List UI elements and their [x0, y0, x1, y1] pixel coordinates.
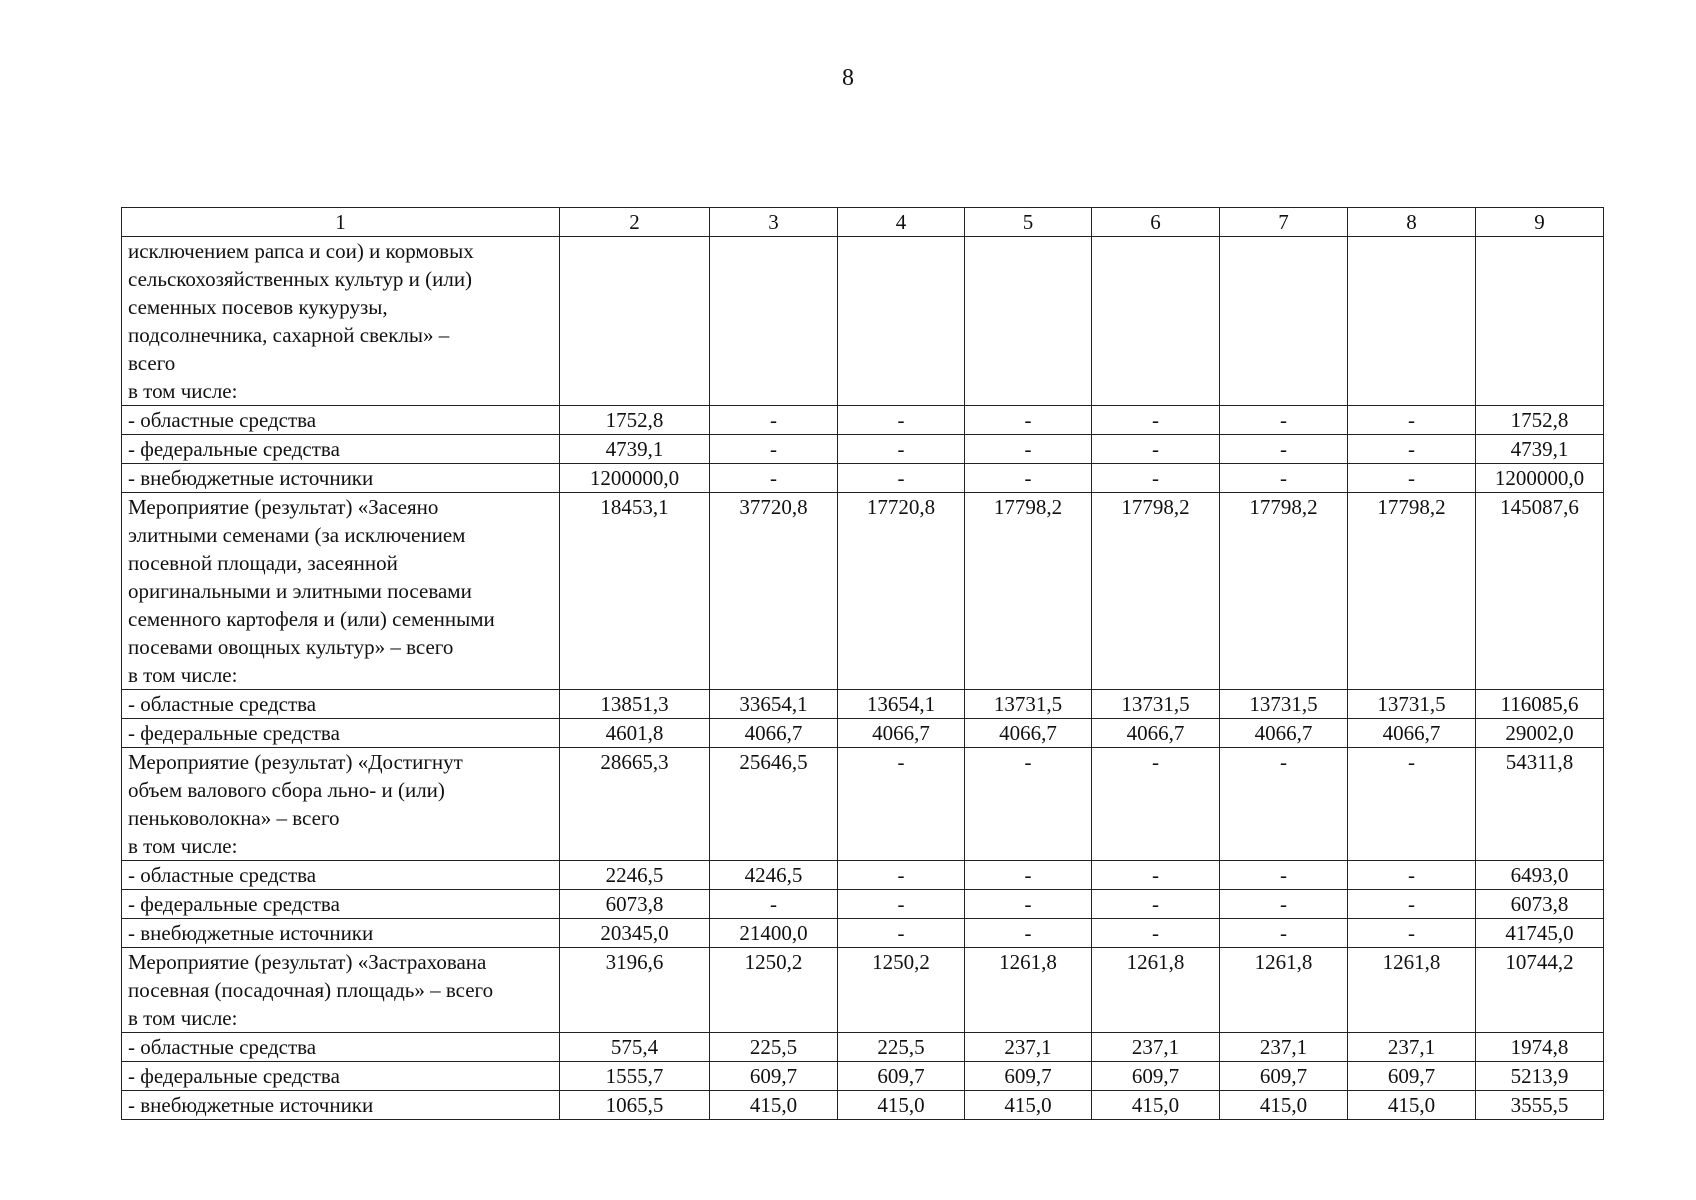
- value-cell: 13731,5: [1220, 690, 1348, 719]
- value-cell: 116085,6: [1476, 690, 1604, 719]
- value-cell: 237,1: [1348, 1033, 1476, 1062]
- value-cell: [838, 237, 965, 406]
- column-header: 2: [560, 208, 710, 237]
- value-cell: 4066,7: [1092, 719, 1220, 748]
- value-cell: 609,7: [1348, 1062, 1476, 1091]
- value-cell: 17798,2: [1092, 493, 1220, 690]
- value-cell: 225,5: [710, 1033, 838, 1062]
- value-cell: 13731,5: [1348, 690, 1476, 719]
- funding-source-row: [122, 861, 1604, 890]
- value-cell: [1348, 237, 1476, 406]
- value-cell: 1974,8: [1476, 1033, 1604, 1062]
- value-cell: -: [838, 861, 965, 890]
- column-header: 3: [710, 208, 838, 237]
- value-cell: 13731,5: [965, 690, 1092, 719]
- value-cell: -: [1092, 748, 1220, 861]
- budget-table: [121, 207, 1604, 1120]
- funding-source-row: [122, 435, 1604, 464]
- value-cell: 237,1: [965, 1033, 1092, 1062]
- value-cell: 575,4: [560, 1033, 710, 1062]
- activity-row: [122, 948, 1604, 1033]
- value-cell: -: [965, 861, 1092, 890]
- value-cell: 13654,1: [838, 690, 965, 719]
- value-cell: -: [838, 406, 965, 435]
- value-cell: -: [1092, 890, 1220, 919]
- value-cell: 609,7: [965, 1062, 1092, 1091]
- value-cell: -: [1348, 861, 1476, 890]
- value-cell: 1555,7: [560, 1062, 710, 1091]
- value-cell: 1261,8: [1348, 948, 1476, 1033]
- value-cell: -: [965, 464, 1092, 493]
- value-cell: 609,7: [1220, 1062, 1348, 1091]
- value-cell: 1200000,0: [560, 464, 710, 493]
- value-cell: -: [1092, 464, 1220, 493]
- value-cell: 37720,8: [710, 493, 838, 690]
- funding-source-row: [122, 1091, 1604, 1120]
- value-cell: 20345,0: [560, 919, 710, 948]
- value-cell: 6073,8: [1476, 890, 1604, 919]
- value-cell: 10744,2: [1476, 948, 1604, 1033]
- funding-source-row: [122, 464, 1604, 493]
- funding-source-row: [122, 1033, 1604, 1062]
- value-cell: [1476, 237, 1604, 406]
- value-cell: -: [838, 464, 965, 493]
- value-cell: -: [838, 890, 965, 919]
- value-cell: -: [838, 435, 965, 464]
- value-cell: -: [1220, 435, 1348, 464]
- value-cell: 415,0: [965, 1091, 1092, 1120]
- table-body: [122, 208, 1604, 1120]
- value-cell: 21400,0: [710, 919, 838, 948]
- value-cell: -: [1348, 890, 1476, 919]
- value-cell: 1261,8: [1092, 948, 1220, 1033]
- value-cell: 609,7: [838, 1062, 965, 1091]
- value-cell: [965, 237, 1092, 406]
- column-header: 8: [1348, 208, 1476, 237]
- funding-source-label: - областные средства: [122, 690, 560, 719]
- funding-source-label: - областные средства: [122, 861, 560, 890]
- value-cell: 609,7: [1092, 1062, 1220, 1091]
- value-cell: -: [965, 919, 1092, 948]
- value-cell: 415,0: [710, 1091, 838, 1120]
- column-header: 9: [1476, 208, 1604, 237]
- column-header: 7: [1220, 208, 1348, 237]
- funding-source-row: [122, 1062, 1604, 1091]
- column-header: 4: [838, 208, 965, 237]
- value-cell: -: [965, 890, 1092, 919]
- column-header: 6: [1092, 208, 1220, 237]
- activity-row: [122, 493, 1604, 690]
- value-cell: -: [965, 406, 1092, 435]
- funding-source-label: - федеральные средства: [122, 435, 560, 464]
- funding-source-row: [122, 919, 1604, 948]
- value-cell: -: [1092, 861, 1220, 890]
- funding-source-label: - федеральные средства: [122, 719, 560, 748]
- value-cell: -: [710, 890, 838, 919]
- value-cell: 3555,5: [1476, 1091, 1604, 1120]
- funding-source-label: - внебюджетные источники: [122, 1091, 560, 1120]
- value-cell: 1261,8: [1220, 948, 1348, 1033]
- value-cell: 4601,8: [560, 719, 710, 748]
- value-cell: -: [1220, 748, 1348, 861]
- funding-source-row: [122, 406, 1604, 435]
- funding-source-label: - внебюджетные источники: [122, 919, 560, 948]
- activity-label: Мероприятие (результат) «Застрахована посевная (посадочная) площадь» – всего в том числе:: [122, 948, 560, 1033]
- funding-source-label: - федеральные средства: [122, 1062, 560, 1091]
- value-cell: 41745,0: [1476, 919, 1604, 948]
- funding-source-label: - федеральные средства: [122, 890, 560, 919]
- column-number-row: [122, 208, 1604, 237]
- value-cell: 1065,5: [560, 1091, 710, 1120]
- value-cell: 225,5: [838, 1033, 965, 1062]
- column-header: 5: [965, 208, 1092, 237]
- funding-source-row: [122, 719, 1604, 748]
- value-cell: 25646,5: [710, 748, 838, 861]
- value-cell: [710, 237, 838, 406]
- value-cell: 237,1: [1092, 1033, 1220, 1062]
- value-cell: -: [1220, 919, 1348, 948]
- value-cell: 4246,5: [710, 861, 838, 890]
- funding-source-label: - внебюджетные источники: [122, 464, 560, 493]
- value-cell: 4066,7: [1348, 719, 1476, 748]
- value-cell: 13731,5: [1092, 690, 1220, 719]
- page-number: 8: [842, 65, 854, 91]
- value-cell: -: [710, 464, 838, 493]
- value-cell: 6073,8: [560, 890, 710, 919]
- value-cell: -: [1220, 890, 1348, 919]
- value-cell: 1250,2: [710, 948, 838, 1033]
- activity-label: Мероприятие (результат) «Достигнут объем валового сбора льно- и (или) пеньковолокна» – всего в том числе:: [122, 748, 560, 861]
- value-cell: -: [1348, 406, 1476, 435]
- value-cell: 17798,2: [1348, 493, 1476, 690]
- value-cell: [1092, 237, 1220, 406]
- value-cell: 237,1: [1220, 1033, 1348, 1062]
- value-cell: 4066,7: [1220, 719, 1348, 748]
- value-cell: 4739,1: [1476, 435, 1604, 464]
- value-cell: 609,7: [710, 1062, 838, 1091]
- activity-row: [122, 748, 1604, 861]
- value-cell: 3196,6: [560, 948, 710, 1033]
- value-cell: 28665,3: [560, 748, 710, 861]
- value-cell: -: [710, 406, 838, 435]
- value-cell: -: [1092, 435, 1220, 464]
- value-cell: -: [838, 748, 965, 861]
- value-cell: 6493,0: [1476, 861, 1604, 890]
- value-cell: 2246,5: [560, 861, 710, 890]
- value-cell: -: [1220, 464, 1348, 493]
- funding-source-row: [122, 690, 1604, 719]
- value-cell: 415,0: [838, 1091, 965, 1120]
- value-cell: -: [1220, 861, 1348, 890]
- value-cell: 18453,1: [560, 493, 710, 690]
- value-cell: 54311,8: [1476, 748, 1604, 861]
- value-cell: [560, 237, 710, 406]
- value-cell: -: [1092, 406, 1220, 435]
- value-cell: -: [1092, 919, 1220, 948]
- value-cell: -: [965, 435, 1092, 464]
- activity-label: Мероприятие (результат) «Засеяно элитными семенами (за исключением посевной площади, засеянной оригинальными и элитными посевами семенного картофеля и (или) семенными посевами овощных культур» – всего в том числе:: [122, 493, 560, 690]
- value-cell: 29002,0: [1476, 719, 1604, 748]
- value-cell: 4739,1: [560, 435, 710, 464]
- activity-row: [122, 237, 1604, 406]
- value-cell: -: [1348, 919, 1476, 948]
- value-cell: 1250,2: [838, 948, 965, 1033]
- value-cell: 1261,8: [965, 948, 1092, 1033]
- column-header: 1: [122, 208, 560, 237]
- activity-label: исключением рапса и сои) и кормовых сельскохозяйственных культур и (или) семенных посевов кукурузы, подсолнечника, сахарной свеклы» – всего в том числе:: [122, 237, 560, 406]
- funding-source-row: [122, 890, 1604, 919]
- value-cell: 17720,8: [838, 493, 965, 690]
- value-cell: 13851,3: [560, 690, 710, 719]
- value-cell: -: [1348, 464, 1476, 493]
- value-cell: -: [1220, 406, 1348, 435]
- value-cell: [1220, 237, 1348, 406]
- value-cell: -: [838, 919, 965, 948]
- value-cell: 415,0: [1348, 1091, 1476, 1120]
- value-cell: 1200000,0: [1476, 464, 1604, 493]
- value-cell: 33654,1: [710, 690, 838, 719]
- value-cell: 17798,2: [965, 493, 1092, 690]
- value-cell: 4066,7: [965, 719, 1092, 748]
- value-cell: 415,0: [1092, 1091, 1220, 1120]
- value-cell: -: [710, 435, 838, 464]
- funding-source-label: - областные средства: [122, 1033, 560, 1062]
- value-cell: 5213,9: [1476, 1062, 1604, 1091]
- value-cell: 1752,8: [1476, 406, 1604, 435]
- funding-source-label: - областные средства: [122, 406, 560, 435]
- value-cell: -: [1348, 435, 1476, 464]
- value-cell: 17798,2: [1220, 493, 1348, 690]
- value-cell: 415,0: [1220, 1091, 1348, 1120]
- value-cell: 1752,8: [560, 406, 710, 435]
- value-cell: 4066,7: [710, 719, 838, 748]
- value-cell: -: [965, 748, 1092, 861]
- value-cell: 145087,6: [1476, 493, 1604, 690]
- value-cell: 4066,7: [838, 719, 965, 748]
- value-cell: -: [1348, 748, 1476, 861]
